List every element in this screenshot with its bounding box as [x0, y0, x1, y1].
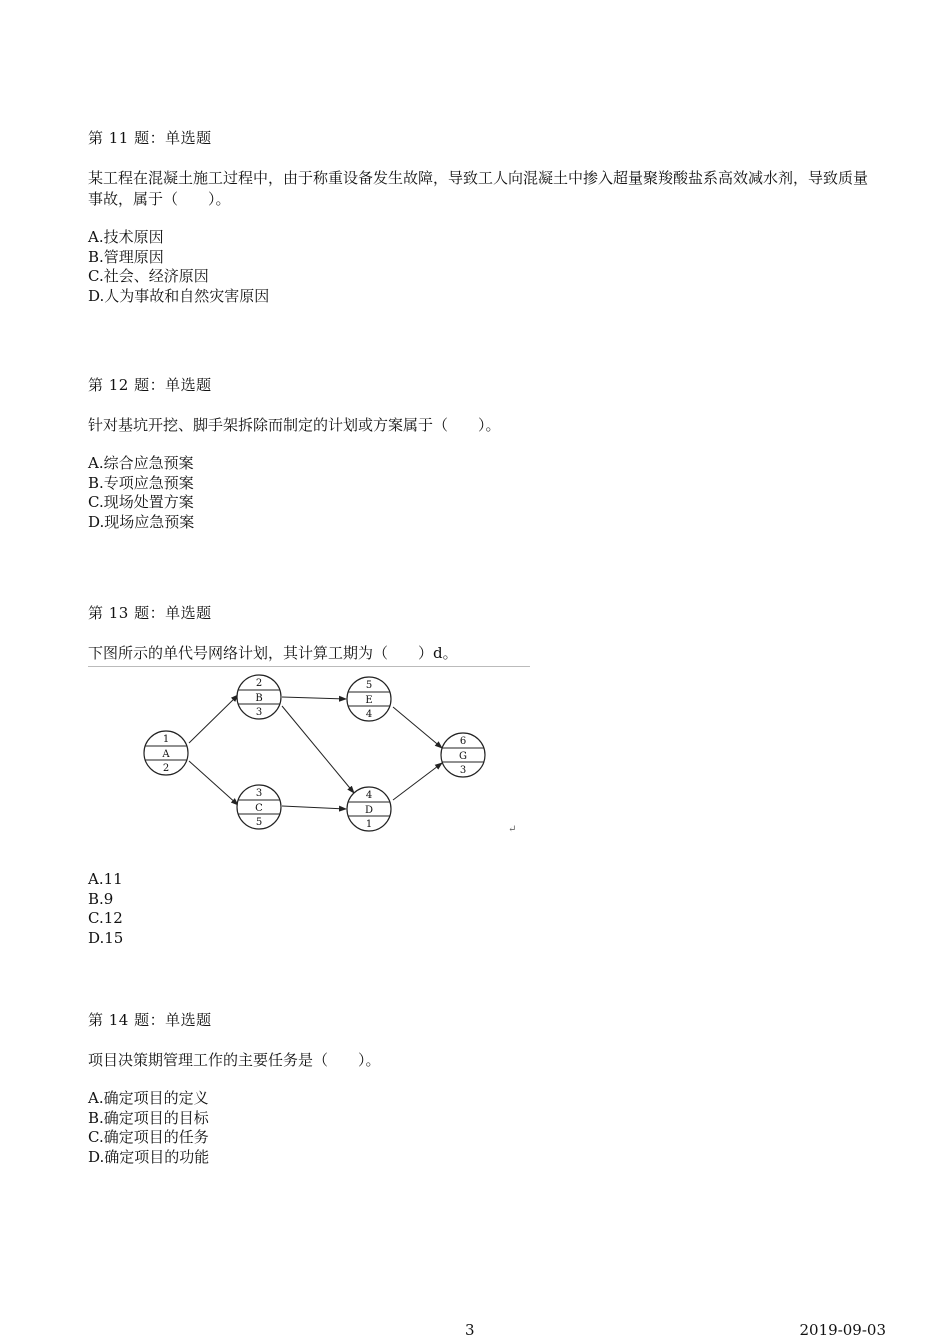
stem-underline: [88, 666, 530, 667]
node-c-id: 3: [255, 788, 263, 799]
option-a: A.确定项目的定义: [88, 1089, 209, 1107]
question-14: [88, 1010, 878, 1167]
option-d: D.人为事故和自然灾害原因: [88, 286, 270, 305]
question-11: [88, 128, 878, 306]
option-d: D.现场应急预案: [88, 512, 195, 531]
node-b-duration: 3: [255, 707, 263, 718]
footer-date: 2019-09-03: [799, 1321, 886, 1339]
option-a: A.技术原因: [88, 228, 164, 246]
option-b: B.确定项目的目标: [88, 1108, 209, 1127]
node-d-name: D: [364, 805, 374, 816]
question-13-options: [88, 870, 878, 948]
edge-b-e: [282, 697, 346, 699]
node-g-duration: 3: [459, 765, 467, 776]
page-number: 3: [465, 1321, 475, 1339]
node-e: [347, 677, 391, 721]
node-e-id: 5: [365, 680, 373, 691]
question-header: 第 11 题：单选题: [88, 129, 212, 147]
return-mark: ↵: [508, 824, 517, 835]
node-a: [144, 731, 188, 775]
node-a-id: 1: [162, 734, 170, 745]
option-d: D.15: [88, 928, 124, 947]
edge-c-d: [282, 806, 346, 809]
question-header: 第 12 题：单选题: [88, 376, 212, 394]
node-b: [237, 675, 281, 719]
node-a-duration: 2: [162, 763, 170, 774]
option-list: [88, 454, 878, 532]
node-b-id: 2: [255, 678, 263, 689]
option-list: [88, 1089, 878, 1167]
node-c-name: C: [255, 803, 263, 814]
node-d-id: 4: [365, 790, 373, 801]
node-d: [347, 787, 391, 831]
node-g-id: 6: [459, 736, 467, 747]
option-list: [88, 870, 878, 948]
option-b: B.管理原因: [88, 247, 164, 266]
question-stem: 某工程在混凝土施工过程中，由于称重设备发生故障，导致工人向混凝土中掺入超量聚羧酸盐系高效减水剂，导致质量事故，属于（ ）。: [88, 169, 869, 208]
option-c: C.12: [88, 909, 123, 927]
option-c: C.社会、经济原因: [88, 267, 209, 285]
option-a: A.综合应急预案: [88, 454, 194, 472]
option-c: C.现场处置方案: [88, 493, 194, 511]
question-header: 第 14 题：单选题: [88, 1011, 212, 1029]
option-b: B.9: [88, 889, 114, 908]
edge-d-g: [393, 763, 442, 800]
node-g: [441, 733, 485, 777]
edge-a-b: [189, 695, 238, 743]
node-e-name: E: [365, 695, 373, 706]
node-a-name: A: [162, 749, 170, 760]
node-d-duration: 1: [365, 819, 373, 830]
edge-b-d: [282, 706, 354, 793]
question-stem: 针对基坑开挖、脚手架拆除而制定的计划或方案属于（ ）。: [88, 416, 501, 434]
question-12: [88, 375, 878, 532]
edge-a-c: [189, 761, 238, 805]
node-e-duration: 4: [365, 709, 373, 720]
node-c-duration: 5: [255, 817, 263, 828]
option-c: C.确定项目的任务: [88, 1128, 209, 1146]
question-header: 第 13 题：单选题: [88, 604, 212, 622]
node-g-name: G: [459, 751, 467, 762]
network-diagram: [140, 670, 530, 845]
question-stem: 下图所示的单代号网络计划，其计算工期为（ ）d。: [88, 644, 458, 662]
option-b: B.专项应急预案: [88, 473, 194, 492]
node-b-name: B: [255, 693, 263, 704]
option-d: D.确定项目的功能: [88, 1147, 210, 1166]
edge-e-g: [393, 707, 442, 748]
question-stem: 项目决策期管理工作的主要任务是（ ）。: [88, 1051, 381, 1069]
node-c: [237, 785, 281, 829]
question-13: [88, 603, 878, 664]
option-a: A.11: [88, 870, 123, 888]
option-list: [88, 228, 878, 306]
